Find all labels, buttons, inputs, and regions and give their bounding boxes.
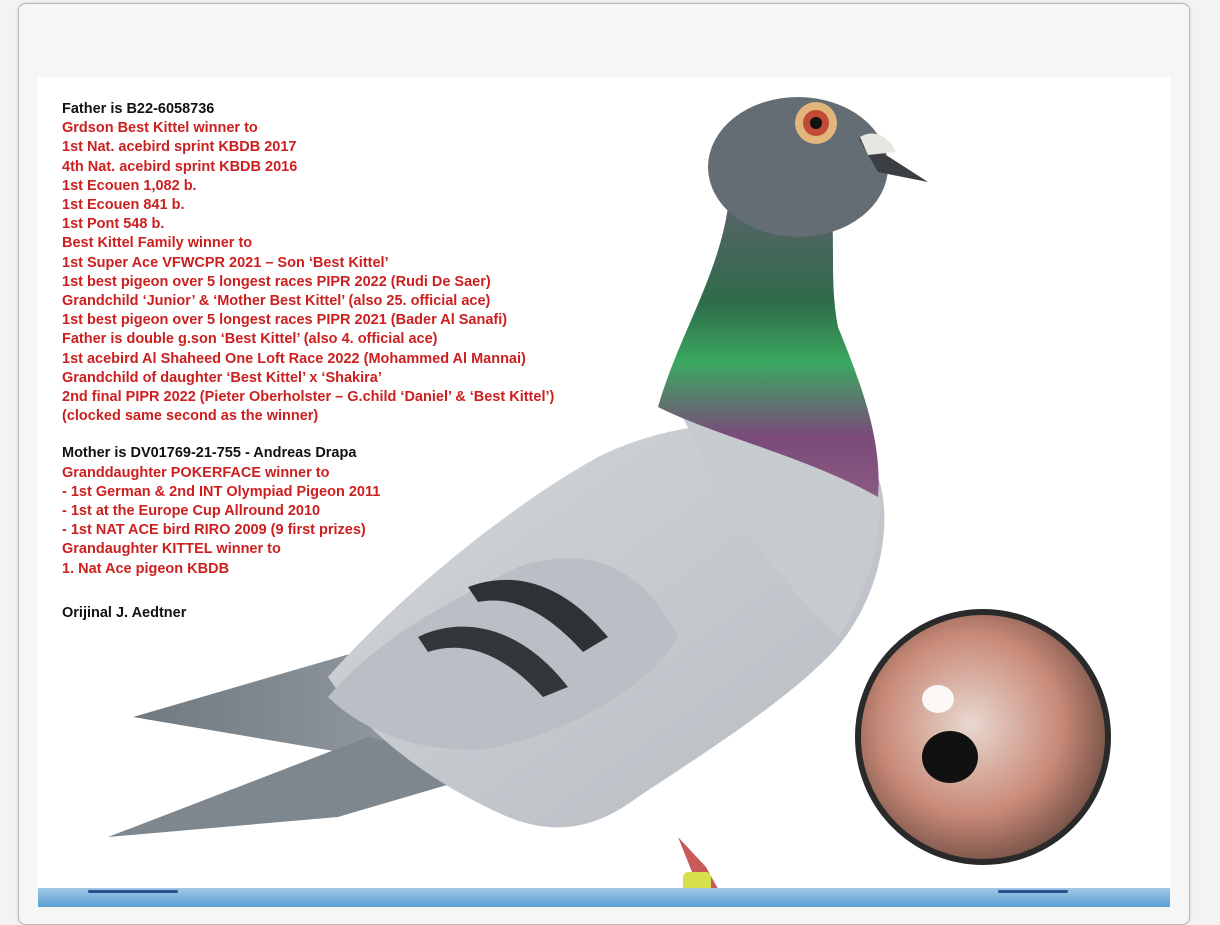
father-line: Grandchild ‘Junior’ & ‘Mother Best Kittel’ (also 25. official ace)	[62, 293, 491, 310]
mother-line: 1. Nat Ace pigeon KBDB	[62, 560, 230, 577]
mother-heading: Mother is DV01769-21-755 - Andreas Drapa	[62, 445, 357, 462]
banner-lettering	[998, 890, 1068, 893]
father-line: Grandchild of daughter ‘Best Kittel’ x ‘Shakira’	[62, 369, 382, 386]
father-heading: Father is B22-6058736	[62, 101, 215, 117]
father-line: 1st Nat. acebird sprint KBDB 2017	[62, 139, 297, 156]
father-line: 1st Super Ace VFWCPR 2021 – Son ‘Best Kittel’	[62, 254, 389, 271]
origin-credit: Orijinal J. Aedtner	[62, 604, 187, 621]
spacer	[62, 426, 702, 444]
father-line: Grdson Best Kittel winner to	[62, 120, 258, 137]
father-line: 2nd final PIPR 2022 (Pieter Oberholster – G.child ‘Daniel’ & ‘Best Kittel’)	[62, 389, 555, 406]
father-line: 1st best pigeon over 5 longest races PIPR 2022 (Rudi De Saer)	[62, 273, 491, 290]
pigeon-pedigree-image	[38, 77, 1170, 907]
father-line: 1st best pigeon over 5 longest races PIPR 2021 (Bader Al Sanafi)	[62, 312, 508, 329]
father-line: 4th Nat. acebird sprint KBDB 2016	[62, 158, 298, 175]
spacer	[62, 579, 702, 604]
banner-lettering	[88, 890, 178, 893]
father-line: 1st Pont 548 b.	[62, 216, 165, 233]
mother-line: - 1st at the Europe Cup Allround 2010	[62, 503, 321, 520]
father-line: (clocked same second as the winner)	[62, 408, 319, 425]
father-line: 1st acebird Al Shaheed One Loft Race 2022 (Mohammed Al Mannai)	[62, 350, 526, 367]
mother-line: - 1st NAT ACE bird RIRO 2009 (9 first prizes)	[62, 522, 366, 539]
father-line: 1st Ecouen 841 b.	[62, 197, 185, 214]
father-line: Father is double g.son ‘Best Kittel’ (also 4. official ace)	[62, 331, 438, 348]
father-line: Best Kittel Family winner to	[62, 235, 253, 252]
father-line: 1st Ecouen 1,082 b.	[62, 177, 197, 194]
mother-line: Granddaughter POKERFACE winner to	[62, 464, 330, 481]
pedigree-text-block	[62, 100, 702, 623]
mother-line: - 1st German & 2nd INT Olympiad Pigeon 2011	[62, 483, 381, 500]
bottom-banner-strip	[38, 888, 1170, 907]
mother-line: Grandaughter KITTEL winner to	[62, 541, 281, 558]
eye-closeup-photo	[858, 612, 1108, 862]
